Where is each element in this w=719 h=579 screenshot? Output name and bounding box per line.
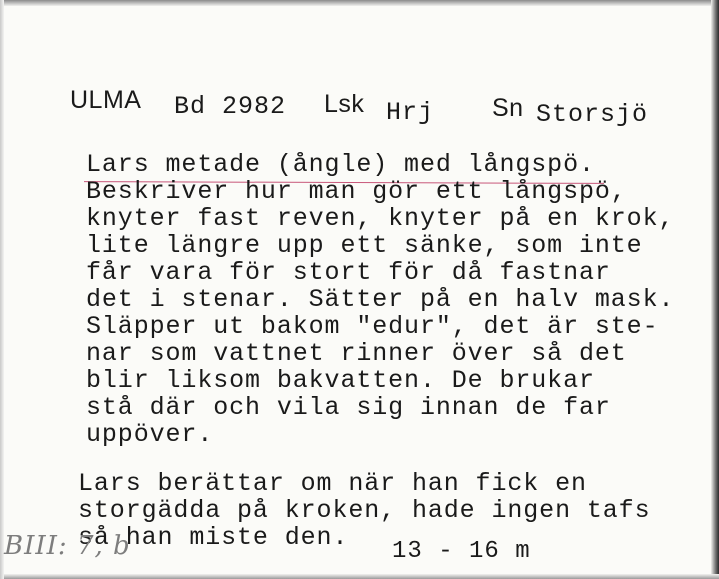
card-left-edge: [0, 0, 4, 579]
paragraph-line: nar som vattnet rinner över så det: [86, 339, 627, 368]
paragraph-line: får vara för stort för då fastnar: [86, 258, 611, 287]
card-right-edge: [711, 0, 719, 579]
paragraph-1: [86, 178, 674, 448]
paragraph-line: det i stenar. Sätter på en halv mask.: [86, 285, 675, 314]
paragraph-line: Lars berättar om när han fick en: [78, 469, 587, 498]
paragraph-line: så han miste den.: [78, 523, 349, 552]
record-number: Bd 2982: [174, 92, 287, 121]
archive-code: ULMA: [70, 86, 142, 114]
measurement: 13 - 16 m: [392, 538, 531, 565]
paragraph-line: storgädda på kroken, hade ingen tafs: [78, 496, 651, 525]
paragraph-line: lite längre upp ett sänke, som inte: [86, 231, 643, 260]
paragraph-line: Beskriver hur man gör ett långspö,: [86, 177, 627, 206]
paragraph-line: stå där och vila sig innan de far: [86, 393, 611, 422]
district-value: Storsjö: [536, 100, 649, 129]
title-line: Lars metade (ångle) med långspö.: [86, 150, 595, 179]
paragraph-line: uppöver.: [86, 420, 214, 449]
card-bottom-edge: [0, 574, 719, 579]
title-line-block: [86, 151, 595, 178]
paragraph-line: knyter fast reven, knyter på en krok,: [86, 204, 675, 233]
parish-value: Hrj: [386, 98, 435, 127]
parish-label: Lsk: [324, 90, 365, 118]
paragraph-line: Släpper ut bakom "edur", det är ste-: [86, 312, 659, 341]
district-label: Sn: [492, 94, 524, 122]
card-top-edge: [0, 0, 719, 6]
handwritten-shelf-mark: BIII: 7, b: [4, 531, 131, 561]
paragraph-2: [78, 470, 651, 551]
paragraph-line: blir liksom bakvatten. De brukar: [86, 366, 595, 395]
